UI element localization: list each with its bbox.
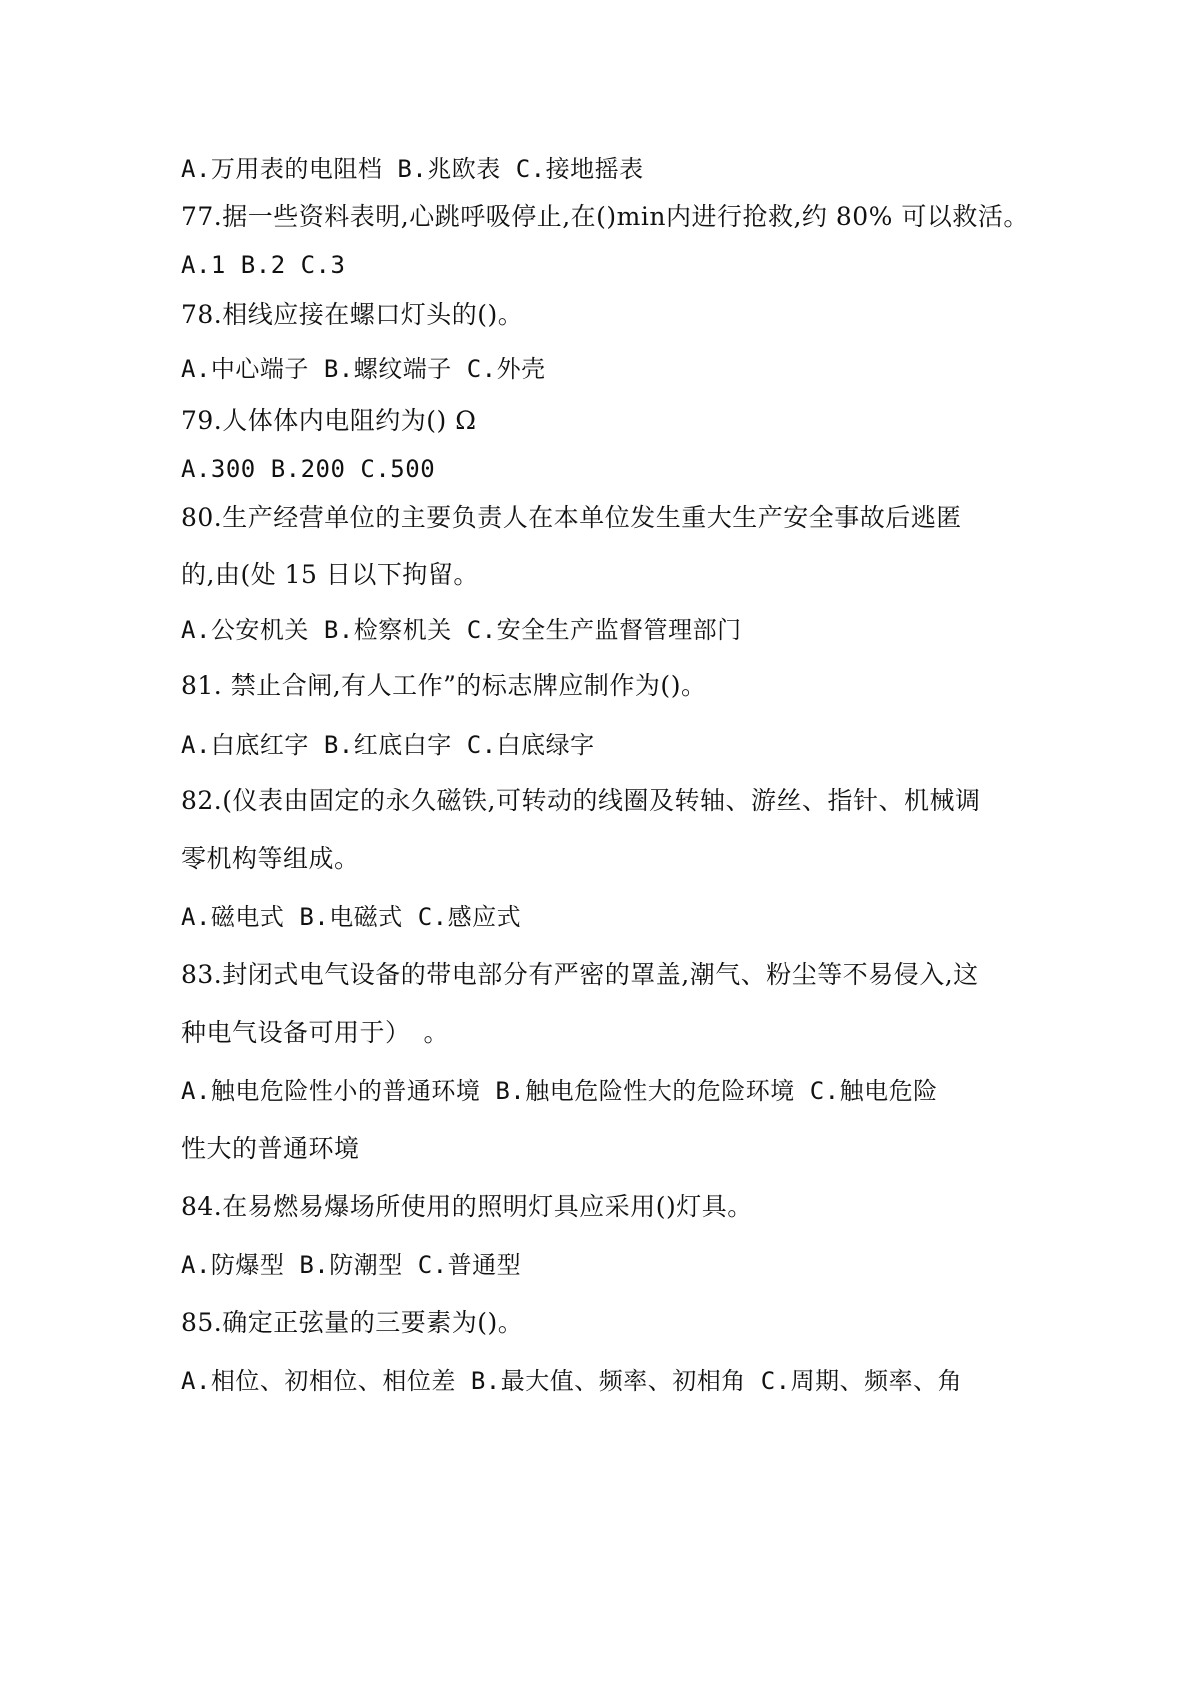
answer-options-80: A.公安机关 B.检察机关 C.安全生产监督管理部门 bbox=[181, 616, 742, 644]
answer-options-83-line-1: A.触电危险性小的普通环境 B.触电危险性大的危险环境 C.触电危险 bbox=[181, 1077, 938, 1105]
answer-options-82: A.磁电式 B.电磁式 C.感应式 bbox=[181, 903, 522, 931]
answer-options-77: A.1 B.2 C.3 bbox=[181, 251, 346, 279]
answer-options-76: A.万用表的电阻档 B.兆欧表 C.接地摇表 bbox=[181, 155, 644, 183]
answer-options-78: A.中心端子 B.螺纹端子 C.外壳 bbox=[181, 355, 546, 383]
question-84: 84.在易燃易爆场所使用的照明灯具应采用()灯具。 bbox=[181, 1192, 753, 1221]
question-78: 78.相线应接在螺口灯头的()。 bbox=[181, 300, 524, 329]
question-83-line-2: 种电气设备可用于） 。 bbox=[181, 1018, 450, 1047]
answer-options-83-line-2: 性大的普通环境 bbox=[181, 1134, 360, 1163]
question-82-line-1: 82.(仪表由固定的永久磁铁,可转动的线圈及转轴、游丝、指针、机械调 bbox=[181, 786, 981, 815]
answer-options-85: A.相位、初相位、相位差 B.最大值、频率、初相角 C.周期、频率、角 bbox=[181, 1367, 963, 1395]
question-85: 85.确定正弦量的三要素为()。 bbox=[181, 1308, 524, 1337]
question-82-line-2: 零机构等组成。 bbox=[181, 844, 360, 873]
question-77: 77.据一些资料表明,心跳呼吸停止,在()min内进行抢救,约 80% 可以救活。 bbox=[181, 202, 1029, 231]
question-79: 79.人体体内电阻约为() Ω bbox=[181, 406, 477, 435]
question-83-line-1: 83.封闭式电气设备的带电部分有严密的罩盖,潮气、粉尘等不易侵入,这 bbox=[181, 960, 979, 989]
answer-options-84: A.防爆型 B.防潮型 C.普通型 bbox=[181, 1251, 522, 1279]
question-80-line-2: 的,由(处 15 日以下拘留。 bbox=[181, 560, 479, 589]
answer-options-79: A.300 B.200 C.500 bbox=[181, 455, 436, 483]
answer-options-81: A.白底红字 B.红底白字 C.白底绿字 bbox=[181, 731, 595, 759]
question-80-line-1: 80.生产经营单位的主要负责人在本单位发生重大生产安全事故后逃匿 bbox=[181, 503, 962, 532]
question-81: 81. 禁止合闸,有人工作”的标志牌应制作为()。 bbox=[181, 671, 707, 700]
